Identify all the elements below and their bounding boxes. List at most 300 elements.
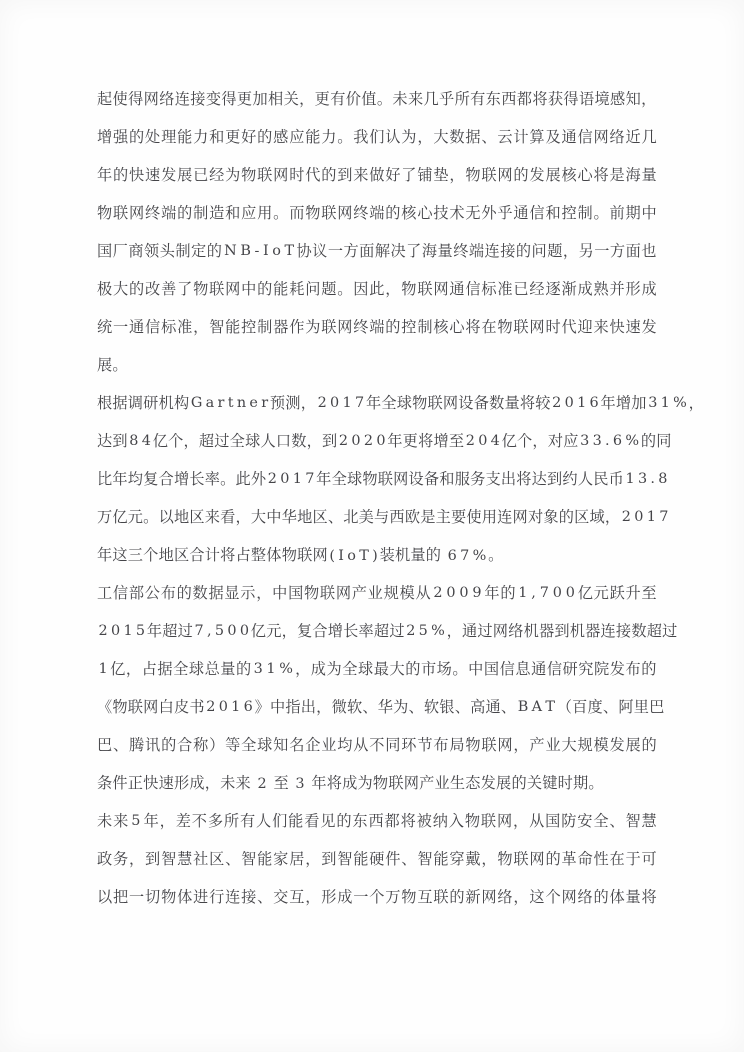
text-glyph: 5 — [418, 623, 429, 639]
text-glyph: 国 — [97, 242, 113, 260]
text-glyph: 联 — [480, 812, 497, 830]
text-glyph: 据 — [465, 128, 481, 146]
text-glyph: 据 — [157, 660, 173, 678]
text-glyph: 同 — [656, 432, 672, 450]
text-glyph: 网 — [561, 888, 577, 906]
text-glyph: 、 — [327, 508, 344, 526]
text-glyph: 垫 — [433, 166, 449, 184]
text-glyph: 规 — [383, 584, 399, 602]
text-glyph: 外 — [250, 470, 267, 488]
text-glyph: 物 — [497, 850, 513, 868]
text-glyph: 一 — [353, 888, 369, 906]
text-glyph: 中 — [270, 698, 286, 716]
text-glyph: 用 — [257, 204, 273, 222]
text-glyph: 。 — [112, 356, 128, 374]
text-glyph: 一 — [327, 242, 344, 260]
text-glyph: 备 — [473, 394, 490, 412]
text-glyph: 5 — [135, 623, 146, 639]
text-glyph: 控 — [401, 318, 417, 336]
text-glyph: 。 — [337, 128, 353, 146]
text-glyph: B — [240, 243, 252, 259]
text-glyph: 区 — [312, 508, 328, 526]
text-glyph: 终 — [353, 318, 369, 336]
text-glyph: 预 — [269, 394, 286, 412]
text-glyph: 得 — [563, 90, 579, 108]
text-glyph: 未 — [220, 774, 236, 792]
text-glyph: 网 — [593, 128, 609, 146]
text-glyph: 居 — [289, 850, 305, 868]
text-glyph: 制 — [257, 318, 273, 336]
text-glyph: 1 — [98, 661, 108, 677]
text-glyph: 率 — [358, 622, 374, 640]
text-glyph: 能 — [353, 850, 369, 868]
text-glyph: 数 — [631, 622, 647, 640]
text-glyph: 物 — [112, 698, 128, 716]
text-glyph: 改 — [145, 280, 161, 298]
text-glyph: 的 — [161, 736, 177, 754]
text-glyph: 获 — [547, 90, 564, 108]
text-glyph: 0 — [330, 395, 340, 411]
text-glyph: 善 — [161, 280, 177, 298]
text-glyph: 的 — [545, 850, 561, 868]
text-glyph: ( — [329, 548, 336, 564]
text-glyph: 联 — [113, 204, 129, 222]
text-glyph: 腾 — [129, 736, 145, 754]
text-glyph: 物 — [193, 280, 209, 298]
text-glyph: 代 — [561, 318, 577, 336]
text-glyph: 联 — [481, 736, 497, 754]
text-glyph: 全 — [593, 812, 609, 830]
text-glyph: 的 — [257, 280, 273, 298]
text-glyph: 人 — [256, 812, 272, 830]
text-glyph: 物 — [303, 584, 320, 602]
text-glyph: 了 — [401, 166, 417, 184]
text-glyph: 物 — [161, 888, 177, 906]
text-glyph: 核 — [433, 318, 449, 336]
text-glyph: 控 — [241, 318, 257, 336]
text-glyph: 亿 — [250, 622, 267, 640]
text-glyph: 计 — [204, 546, 221, 564]
text-glyph: 阿 — [618, 698, 634, 716]
text-glyph: 区 — [574, 508, 590, 526]
text-glyph: 0 — [227, 623, 237, 639]
text-glyph: 中 — [241, 280, 257, 298]
text-glyph: 方 — [609, 242, 626, 260]
text-glyph: 的 — [321, 166, 337, 184]
text-glyph: 联 — [388, 774, 404, 792]
text-glyph: 工 — [97, 584, 113, 602]
text-glyph: 处 — [145, 128, 161, 146]
text-glyph: 是 — [609, 166, 625, 184]
text-glyph: 全 — [331, 470, 347, 488]
text-glyph: 终 — [453, 242, 469, 260]
text-glyph: 将 — [516, 470, 532, 488]
text-glyph: 联 — [481, 166, 497, 184]
text-glyph: 机 — [523, 622, 539, 640]
text-glyph: 大 — [113, 280, 129, 298]
text-glyph: 大 — [433, 128, 449, 146]
text-glyph: 将 — [326, 774, 343, 792]
text-line — [97, 194, 657, 232]
text-glyph: 7 — [194, 623, 205, 639]
text-glyph: 能 — [288, 812, 304, 830]
text-glyph: 增 — [173, 470, 190, 488]
text-glyph: 无 — [465, 204, 481, 222]
text-glyph: 可 — [641, 850, 657, 868]
text-glyph: 等 — [225, 736, 241, 754]
text-glyph: 根 — [97, 394, 113, 412]
text-glyph: 亿 — [577, 584, 594, 602]
text-glyph: 皮 — [173, 698, 190, 716]
text-glyph: 年 — [365, 394, 382, 412]
text-glyph: 《 — [97, 698, 113, 716]
text-glyph: 达 — [531, 470, 548, 488]
text-glyph: 器 — [585, 622, 601, 640]
text-glyph: 。 — [273, 204, 289, 222]
text-glyph: 通 — [531, 660, 547, 678]
text-glyph: 的 — [511, 774, 527, 792]
text-glyph: 增 — [97, 128, 113, 146]
text-glyph: 5 — [131, 813, 141, 829]
text-glyph: 时 — [289, 166, 305, 184]
text-glyph: 跃 — [609, 584, 625, 602]
text-glyph: 熟 — [593, 280, 609, 298]
text-glyph: 1 — [625, 471, 635, 487]
text-glyph: 慧 — [641, 812, 657, 830]
text-glyph: ， — [299, 90, 315, 108]
text-glyph: 这 — [529, 888, 545, 906]
text-glyph: 经 — [209, 166, 225, 184]
text-glyph: 区 — [173, 546, 190, 564]
text-glyph: 差 — [175, 812, 192, 830]
text-glyph: 2 — [257, 776, 267, 792]
text-glyph: ， — [513, 888, 529, 906]
text-glyph: 2 — [552, 395, 562, 411]
text-glyph: 的 — [641, 660, 657, 678]
text-glyph: 对 — [547, 432, 564, 450]
text-glyph: 、 — [408, 698, 424, 716]
text-glyph: 智 — [209, 318, 225, 336]
text-glyph: 数 — [449, 128, 465, 146]
text-glyph: 的 — [500, 584, 516, 602]
text-glyph: 物 — [305, 204, 321, 222]
text-glyph: 6 — [447, 548, 458, 564]
text-glyph: 。 — [488, 546, 504, 564]
text-line — [97, 384, 704, 422]
text-glyph: 来 — [235, 774, 251, 792]
text-glyph: 通 — [561, 128, 577, 146]
text-glyph: 海 — [421, 242, 438, 260]
text-glyph: 展 — [496, 774, 512, 792]
text-glyph: 口 — [275, 432, 292, 450]
text-glyph: 欧 — [404, 508, 421, 526]
text-glyph: 白 — [158, 698, 174, 716]
text-glyph: 到 — [321, 850, 337, 868]
text-glyph: 支 — [485, 470, 501, 488]
text-glyph: 核 — [401, 204, 417, 222]
text-glyph: 度 — [587, 698, 603, 716]
text-glyph: ， — [316, 698, 332, 716]
text-glyph: 硬 — [369, 850, 385, 868]
text-glyph: 网 — [393, 470, 409, 488]
text-glyph: 到 — [547, 470, 563, 488]
text-glyph: 院 — [594, 660, 610, 678]
text-glyph: 智 — [161, 850, 177, 868]
text-glyph: 智 — [417, 850, 433, 868]
text-glyph: 。 — [376, 90, 393, 108]
text-glyph: 都 — [516, 90, 533, 108]
text-glyph: 4 — [490, 433, 501, 449]
text-glyph: 3 — [592, 433, 603, 449]
text-glyph: 切 — [145, 888, 161, 906]
text-glyph: 环 — [401, 736, 417, 754]
text-glyph: 更 — [314, 90, 331, 108]
text-glyph: 接 — [241, 888, 257, 906]
text-glyph: 人 — [260, 432, 276, 450]
text-glyph: 时 — [557, 774, 573, 792]
text-glyph: 华 — [281, 508, 298, 526]
text-glyph: ， — [306, 432, 323, 450]
text-glyph: 。 — [593, 204, 609, 222]
text-glyph: 全 — [241, 736, 257, 754]
paragraph-4 — [97, 802, 657, 916]
text-glyph: 0 — [565, 585, 576, 601]
text-glyph: 更 — [225, 128, 241, 146]
text-glyph: 使 — [466, 508, 482, 526]
text-glyph: 为 — [225, 166, 241, 184]
text-glyph: 的 — [236, 660, 252, 678]
text-glyph: 见 — [320, 812, 336, 830]
document-text-body — [97, 80, 704, 916]
text-glyph: 产 — [529, 736, 545, 754]
text-glyph: 万 — [385, 888, 401, 906]
text-glyph: 及 — [545, 128, 561, 146]
text-glyph: 联 — [377, 470, 394, 488]
text-glyph: 多 — [207, 812, 224, 830]
text-glyph: 设 — [408, 470, 424, 488]
text-glyph: 协 — [296, 242, 312, 260]
text-glyph: 模 — [399, 584, 415, 602]
text-glyph: 展 — [97, 356, 113, 374]
text-glyph: 所 — [223, 812, 240, 830]
text-glyph: , — [207, 623, 212, 639]
text-glyph: 形 — [625, 280, 641, 298]
text-glyph: 业 — [545, 736, 561, 754]
text-glyph: 率 — [204, 470, 221, 488]
text-glyph: 起 — [97, 90, 113, 108]
text-line — [97, 308, 657, 346]
text-glyph: 西 — [368, 812, 384, 830]
text-line — [97, 346, 657, 384]
text-glyph: 们 — [369, 128, 385, 146]
text-glyph: 方 — [343, 242, 359, 260]
text-glyph: 成 — [337, 888, 353, 906]
text-glyph: 个 — [517, 432, 533, 450]
text-glyph: 正 — [127, 774, 144, 792]
text-glyph: A — [531, 699, 543, 715]
text-glyph: 究 — [578, 660, 594, 678]
text-glyph: 络 — [497, 888, 513, 906]
text-glyph: o — [272, 243, 282, 259]
text-glyph: 物 — [465, 166, 481, 184]
text-glyph: 经 — [529, 280, 545, 298]
text-glyph: 三 — [127, 546, 144, 564]
text-glyph: 的 — [177, 204, 193, 222]
text-glyph: 市 — [420, 660, 437, 678]
text-glyph: 感 — [610, 90, 626, 108]
text-glyph: 网 — [335, 584, 352, 602]
text-glyph: 主 — [435, 508, 451, 526]
text-glyph: B — [517, 699, 529, 715]
text-glyph: 因 — [353, 280, 369, 298]
text-glyph: 币 — [608, 470, 624, 488]
text-glyph: 8 — [129, 433, 139, 449]
text-glyph: 互 — [289, 888, 305, 906]
text-glyph: 百 — [572, 698, 588, 716]
text-glyph: 的 — [640, 432, 657, 450]
text-glyph: 络 — [577, 888, 593, 906]
text-glyph: 过 — [177, 622, 194, 640]
text-glyph: 0 — [446, 585, 456, 601]
text-glyph: 1 — [123, 623, 133, 639]
text-glyph: ， — [183, 432, 199, 450]
text-glyph: 球 — [257, 736, 273, 754]
text-glyph: 整 — [250, 546, 267, 564]
text-glyph: ， — [193, 318, 209, 336]
text-glyph: 1 — [646, 509, 657, 525]
text-glyph: 通 — [129, 318, 145, 336]
text-glyph: 安 — [577, 812, 593, 830]
text-glyph: 并 — [609, 280, 625, 298]
text-glyph: ， — [305, 850, 321, 868]
text-glyph: 作 — [289, 318, 305, 336]
text-glyph: 东 — [485, 90, 502, 108]
text-glyph: 7 — [305, 471, 315, 487]
text-glyph: 几 — [423, 90, 439, 108]
text-glyph: 年 — [112, 470, 128, 488]
text-glyph: 力 — [321, 128, 337, 146]
text-glyph: 研 — [143, 394, 159, 412]
text-glyph: 从 — [529, 812, 545, 830]
text-glyph: 纳 — [432, 812, 449, 830]
text-glyph: 形 — [173, 774, 190, 792]
text-glyph: 。 — [588, 774, 604, 792]
text-glyph: 行 — [209, 888, 225, 906]
text-glyph: 发 — [641, 318, 657, 336]
text-glyph: 也 — [641, 242, 657, 260]
text-glyph: 此 — [369, 280, 385, 298]
text-glyph: 到 — [322, 432, 338, 450]
text-glyph: 超 — [646, 622, 663, 640]
text-glyph: 算 — [529, 128, 545, 146]
text-glyph: 制 — [577, 204, 593, 222]
text-glyph: 业 — [321, 736, 337, 754]
text-glyph: 把 — [113, 888, 129, 906]
text-glyph: 网 — [312, 546, 328, 564]
text-glyph: 来 — [407, 90, 424, 108]
text-glyph: 微 — [331, 698, 347, 716]
text-glyph: 调 — [127, 394, 144, 412]
text-glyph: 的 — [641, 736, 657, 754]
text-glyph: 头 — [159, 242, 176, 260]
text-glyph: 出 — [300, 698, 317, 716]
text-glyph: ， — [481, 850, 497, 868]
text-glyph: 进 — [193, 888, 209, 906]
text-glyph: 认 — [385, 128, 401, 146]
text-glyph: 键 — [542, 774, 558, 792]
text-glyph: 约 — [562, 470, 578, 488]
text-glyph: 连 — [225, 888, 241, 906]
text-glyph: 联 — [127, 698, 144, 716]
text-glyph: 将 — [400, 812, 416, 830]
text-glyph: 中 — [468, 660, 484, 678]
text-glyph: 体 — [177, 888, 193, 906]
text-glyph: 大 — [561, 736, 577, 754]
text-line — [97, 156, 657, 194]
text-glyph: 2 — [98, 623, 108, 639]
text-glyph: 成 — [577, 280, 593, 298]
text-glyph: 的 — [385, 318, 401, 336]
text-glyph: 铺 — [417, 166, 433, 184]
text-glyph: 这 — [112, 546, 128, 564]
text-glyph: 3 — [580, 433, 590, 449]
text-glyph: 造 — [209, 204, 225, 222]
text-glyph: 通 — [449, 280, 465, 298]
text-glyph: 国 — [288, 584, 304, 602]
text-glyph: 巴 — [97, 736, 113, 754]
text-glyph: 元 — [266, 622, 282, 640]
text-glyph: 的 — [515, 242, 532, 260]
text-glyph: 长 — [189, 470, 205, 488]
text-glyph: 地 — [297, 508, 313, 526]
text-glyph: 题 — [547, 242, 563, 260]
text-glyph: 速 — [158, 774, 174, 792]
text-line — [97, 118, 657, 156]
text-glyph: 网 — [403, 774, 420, 792]
text-glyph: 2 — [206, 699, 216, 715]
text-glyph: 信 — [499, 660, 515, 678]
text-line — [97, 536, 657, 574]
text-glyph: 6 — [589, 395, 600, 411]
text-glyph: % — [279, 661, 294, 677]
text-glyph: 用 — [481, 508, 498, 526]
text-glyph: ， — [385, 280, 401, 298]
text-glyph: 3 — [648, 395, 658, 411]
text-glyph: 7 — [354, 395, 365, 411]
text-glyph: 已 — [513, 280, 529, 298]
text-glyph: ， — [235, 508, 251, 526]
text-glyph: 。 — [143, 508, 159, 526]
text-glyph: 乎 — [497, 204, 513, 222]
text-glyph: 总 — [204, 660, 220, 678]
text-glyph: 复 — [296, 622, 313, 640]
text-glyph: 络 — [508, 622, 524, 640]
text-glyph: 几 — [641, 128, 657, 146]
text-glyph: 制 — [417, 318, 433, 336]
text-glyph: 网 — [496, 812, 513, 830]
text-glyph: 联 — [209, 280, 225, 298]
text-glyph: 到 — [554, 622, 570, 640]
text-glyph: 增 — [615, 394, 632, 412]
text-glyph: 解 — [374, 242, 391, 260]
text-glyph: 面 — [625, 242, 641, 260]
text-glyph: T — [359, 548, 370, 564]
text-glyph: 称 — [193, 736, 209, 754]
text-glyph: 超 — [198, 432, 215, 450]
text-glyph: 发 — [609, 660, 626, 678]
text-glyph: 更 — [236, 90, 253, 108]
text-glyph: 量 — [625, 888, 641, 906]
